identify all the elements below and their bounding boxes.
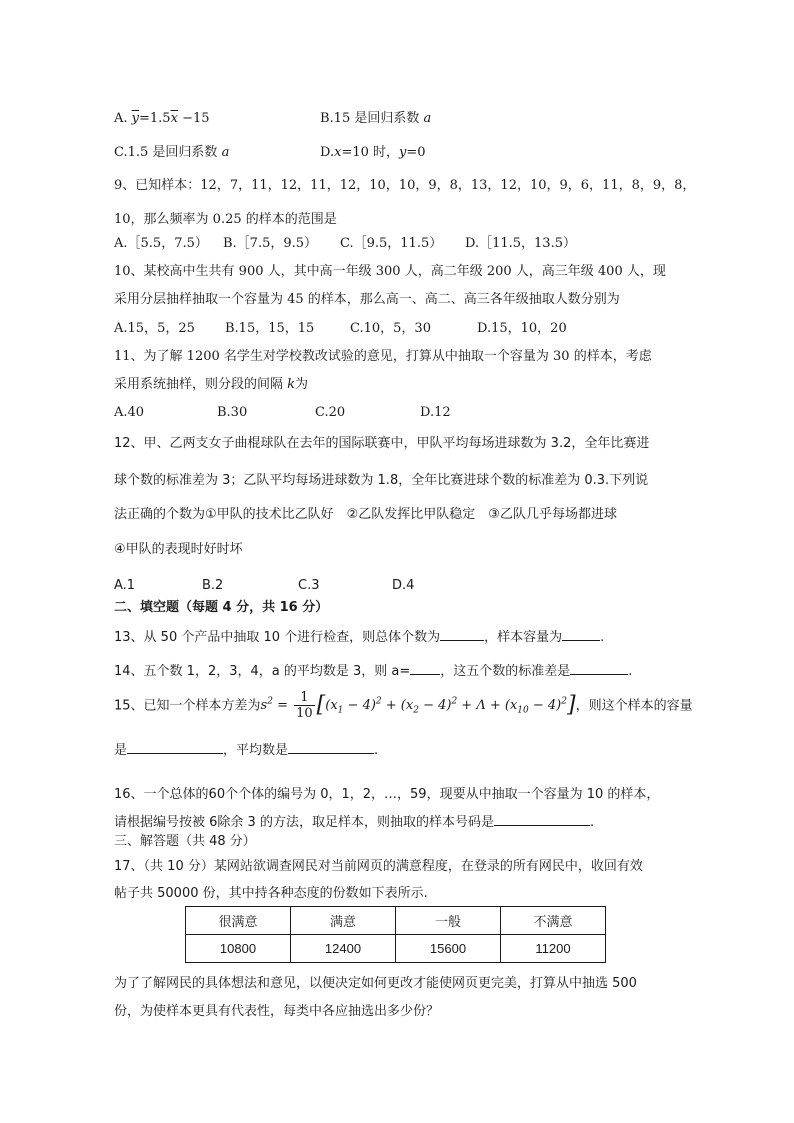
q14-blank-std-dev[interactable] [570,661,628,675]
q16-blank-numbers[interactable] [494,812,590,826]
q11-option-a: A.40 [114,405,145,420]
q11-option-d: D.12 [420,405,451,420]
table-header-cell: 一般 [396,907,501,935]
q9-option-b: B.［7.5，9.5） [223,236,318,251]
table-header-cell: 很满意 [186,907,291,935]
q15-formula: $s^2$ = $\frac{1}{10}$ $[(x_1 - 4)^2 + (x_2 - 4)^2 + \Lambda + (x_{10} - 4)^2]$ [260,690,576,722]
q8-option-a: A. $\overline{y}=1.5\overline{x} -15$ [114,111,210,126]
q11-option-c: C.20 [315,405,346,420]
table-header-row [186,907,606,935]
q12-line-3: 法正确的个数为①甲队的技术比乙队好 ②乙队发挥比甲队稳定 ③乙队几乎每场都进球 [114,507,617,522]
q10-option-b: B.15，15，15 [225,321,315,336]
q11-line-2: 采用系统抽样，则分段的间隔 k为 [114,377,309,392]
q13-line: 13、从 50 个产品中抽取 10 个进行检查，则总体个数为 ，样本容量为 . [114,627,604,643]
q8-option-d: D.x=10 时，y=0 [320,145,426,160]
q17-line-3: 为了了解网民的具体想法和意见，以便决定如何更改才能使网页更完美，打算从中抽选 500 [114,976,637,991]
q12-line-1: 12、甲、乙两支女子曲棍球队在去年的国际联赛中，甲队平均每场进球数为 3.2，全年比赛进 [114,436,650,451]
table-cell: 10800 [186,935,291,963]
table-cell: 12400 [291,935,396,963]
q12-option-d: D.4 [392,578,415,593]
q10-line-1: 10、某校高中生共有 900 人，其中高一年级 300 人，高二年级 200 人，高三年级 400 人，现 [114,264,666,279]
q14-blank-a[interactable] [410,661,440,675]
table-cell: 15600 [396,935,501,963]
q12-option-c: C.3 [298,578,320,593]
q12-line-2: 球个数的标准差为 3；乙队平均每场进球数为 1.8，全年比赛进球个数的标准差为 0.3.下列说 [114,473,649,488]
q9-option-c: C.［9.5，11.5） [340,236,443,251]
q17-line-4: 份，为使样本更具有代表性，每类中各应抽选出多少份？ [114,1004,440,1019]
q12-option-a: A.1 [114,578,136,593]
q15-blank-mean[interactable] [288,740,374,754]
q14-line: 14、五个数 1，2，3，4，a 的平均数是 3，则 a= ，这五个数的标准差是 . [114,661,632,677]
q12-option-b: B.2 [202,578,224,593]
q9-option-d: D.［11.5，13.5） [465,236,576,251]
q10-option-d: D.15，10，20 [477,321,567,336]
table-cell: 11200 [501,935,606,963]
q13-blank-population[interactable] [440,627,484,641]
q10-option-c: C.10，5，30 [350,321,431,336]
q15-line-1: 15、已知一个样本方差为$s^2$ = $\frac{1}{10}$ $[(x_1 - 4)^2 + (x_2 - 4)^2 + \Lambda + (x_{10} - 4)^2]$，则这个样本的容量 [114,690,693,722]
q9-line-2: 10，那么频率为 0.25 的样本的范围是 [114,212,337,227]
q10-line-2: 采用分层抽样抽取一个容量为 45 的样本，那么高一、高二、高三各年级抽取人数分别为 [114,292,620,307]
q13-blank-sample-size[interactable] [562,627,600,641]
q9-line-1: 9、已知样本：12，7，11，12，11，12，10，10，9，8，13，12，10，9，6，11，8，9，8， [114,178,696,193]
q8-option-c: C.1.5 是回归系数 a [114,145,230,160]
q17-line-1: 17、（共 10 分）某网站欲调查网民对当前网页的满意程度，在登录的所有网民中，收回有效 [114,859,643,874]
q10-option-a: A.15，5，25 [114,321,195,336]
q12-line-4: ④甲队的表现时好时坏 [114,542,243,557]
q11-option-b: B.30 [217,405,248,420]
table-header-cell: 满意 [291,907,396,935]
q17-line-2: 帖子共 50000 份，其中持各种态度的份数如下表所示. [114,886,428,901]
q15-line-2: 是 ，平均数是 . [114,740,378,756]
satisfaction-table [185,906,606,963]
q9-option-a: A.［5.5，7.5） [114,236,208,251]
q16-line-1: 16、一个总体的60个个体的编号为 0，1，2，…，59，现要从中抽取一个容量为 10 的样本， [114,787,660,802]
q11-line-1: 11、为了解 1200 名学生对学校教改试验的意见，打算从中抽取一个容量为 30 的样本，考虑 [114,349,652,364]
q15-blank-capacity[interactable] [127,740,223,754]
section-3-heading: 三、解答题（共 48 分） [114,834,256,849]
q16-line-2: 请根据编号按被 6除余 3 的方法，取足样本，则抽取的样本号码是 . [114,812,594,828]
table-row [186,935,606,963]
section-2-heading: 二、填空题（每题 4 分，共 16 分） [114,600,329,615]
q8-option-b: B.15 是回归系数 a [320,111,432,126]
table-header-cell: 不满意 [501,907,606,935]
